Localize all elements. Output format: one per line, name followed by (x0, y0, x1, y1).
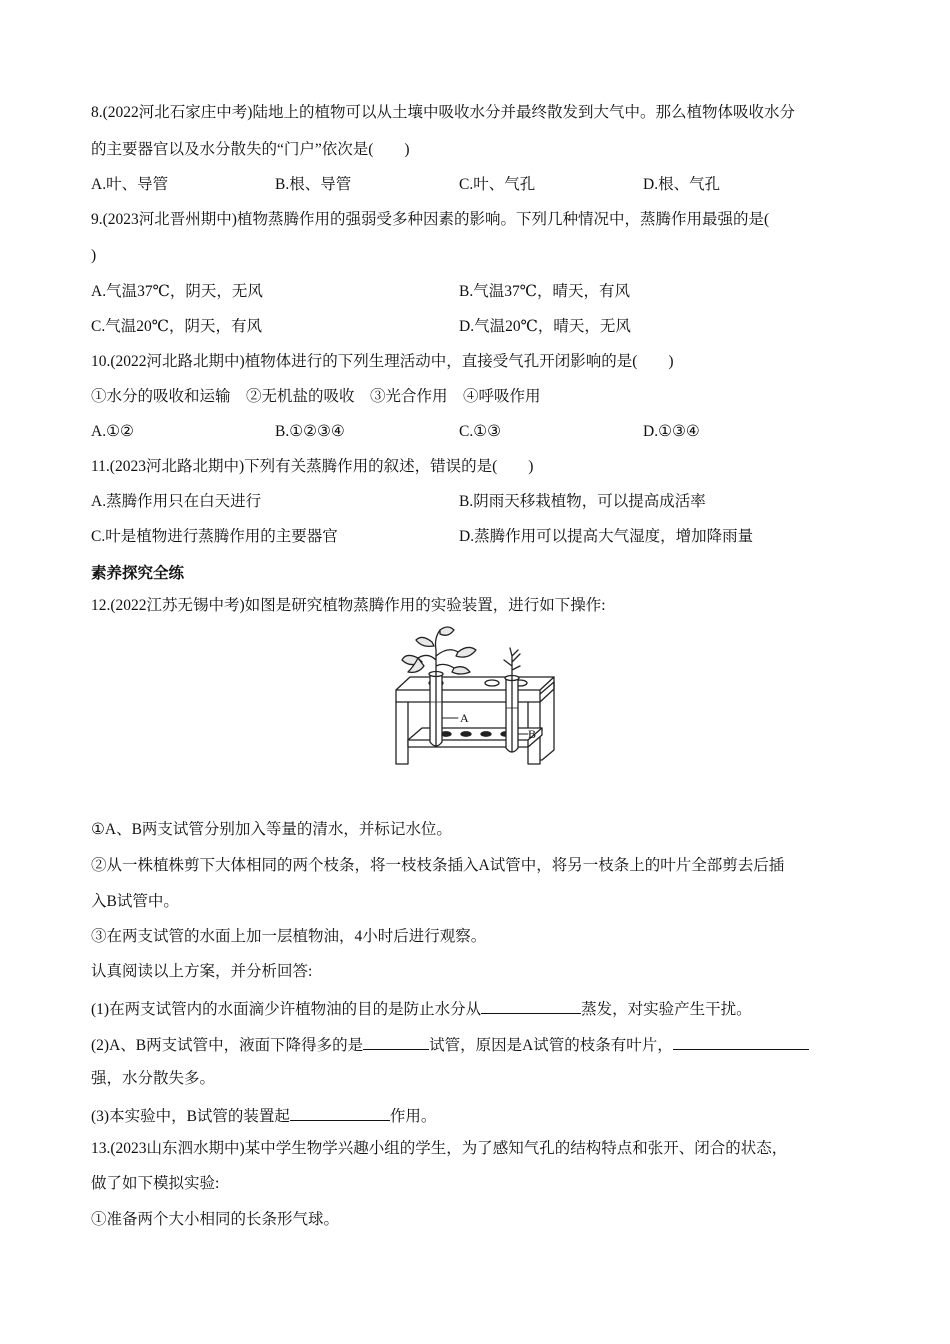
test-tube-rack (396, 677, 554, 764)
q9-option-c: C.气温20℃，阴天，有风 (91, 318, 263, 335)
q12-sub3-text-b: 作用。 (389, 1108, 437, 1125)
q12-sub2 (91, 1033, 809, 1056)
q9-option-b: B.气温37℃，晴天，有风 (459, 283, 631, 300)
q10-option-b: B.①②③④ (275, 423, 345, 440)
q8-option-a: A.叶、导管 (91, 176, 169, 193)
q12-step2-line1: ②从一株植株剪下大体相同的两个枝条，将一枝枝条插入A试管中，将另一枝条上的叶片全部剪去后插 (91, 857, 785, 874)
q8-option-c: C.叶、气孔 (459, 176, 536, 193)
q12-intro: 12.(2022江苏无锡中考)如图是研究植物蒸腾作用的实验装置，进行如下操作: (91, 597, 606, 614)
q11-option-a: A.蒸腾作用只在白天进行 (91, 493, 262, 510)
q12-sub1-text-b: 蒸发，对实验产生干扰。 (581, 1001, 752, 1018)
q10-stem-line2: ①水分的吸收和运输 ②无机盐的吸收 ③光合作用 ④呼吸作用 (91, 388, 541, 405)
q8-option-d: D.根、气孔 (643, 176, 721, 193)
label-b: B (528, 727, 537, 741)
q8-option-b: B.根、导管 (275, 176, 352, 193)
section-title: 素养探究全练 (91, 564, 185, 582)
q12-sub3 (91, 1104, 436, 1127)
q13-stem-line2: 做了如下模拟实验: (91, 1175, 220, 1192)
leafless-shoot-icon (504, 648, 520, 678)
q12-sub2-text-a: (2)A、B两支试管中，液面下降得多的是 (91, 1037, 364, 1054)
q10-option-a: A.①② (91, 423, 134, 440)
q12-step3: ③在两支试管的水面上加一层植物油，4小时后进行观察。 (91, 928, 487, 945)
q8-stem-line2: 的主要器官以及水分散失的“门户”依次是( ) (91, 141, 410, 158)
q9-option-a: A.气温37℃，阴天，无风 (91, 283, 263, 300)
q11-option-b: B.阴雨天移栽植物，可以提高成活率 (459, 493, 706, 510)
q8-stem-line1: 8.(2022河北石家庄中考)陆地上的植物可以从土壤中吸收水分并最终散发到大气中。那么植物体吸收水分 (91, 104, 795, 121)
q9-option-d: D.气温20℃，晴天，无风 (459, 318, 631, 335)
q13-step1: ①准备两个大小相同的长条形气球。 (91, 1211, 340, 1228)
q12-sub2-blank-2[interactable] (673, 1033, 809, 1050)
q12-sub2-text-b: 试管，原因是A试管的枝条有叶片， (429, 1037, 673, 1054)
q12-sub1 (91, 997, 752, 1020)
test-tube-a (429, 672, 443, 747)
test-tube-b (505, 676, 519, 753)
q11-option-c: C.叶是植物进行蒸腾作用的主要器官 (91, 528, 338, 545)
q11-stem-line1: 11.(2023河北路北期中)下列有关蒸腾作用的叙述，错误的是( ) (91, 458, 534, 475)
q11-option-d: D.蒸腾作用可以提高大气湿度，增加降雨量 (459, 528, 754, 545)
q9-stem-line2: ) (91, 247, 97, 264)
q12-sub2-blank-1[interactable] (363, 1033, 429, 1050)
q12-sub1-blank[interactable] (481, 997, 581, 1014)
q10-option-c: C.①③ (459, 423, 502, 440)
q12-sub2-continued: 强，水分散失多。 (91, 1070, 216, 1087)
q9-stem-line1: 9.(2023河北晋州期中)植物蒸腾作用的强弱受多种因素的影响。下列几种情况中，蒸腾作用最强的是( (91, 211, 770, 228)
q12-sub3-text-a: (3)本实验中，B试管的装置起 (91, 1108, 290, 1125)
q10-option-d: D.①③④ (643, 423, 700, 440)
q12-sub3-blank[interactable] (290, 1104, 390, 1121)
q12-prompt: 认真阅读以上方案，并分析回答: (91, 963, 313, 980)
transpiration-apparatus-figure (388, 622, 560, 774)
q13-stem-line1: 13.(2023山东泗水期中)某中学生物学兴趣小组的学生，为了感知气孔的结构特点和张开、闭合的状态， (91, 1140, 788, 1157)
q10-stem-line1: 10.(2022河北路北期中)植物体进行的下列生理活动中，直接受气孔开闭影响的是( ) (91, 353, 674, 370)
label-a: A (460, 711, 469, 725)
q12-step1: ①A、B两支试管分别加入等量的清水，并标记水位。 (91, 821, 452, 838)
q12-sub1-text-a: (1)在两支试管内的水面滴少许植物油的目的是防止水分从 (91, 1001, 482, 1018)
q12-step2-line2: 入B试管中。 (91, 893, 179, 910)
leafy-shoot-icon (402, 627, 476, 674)
